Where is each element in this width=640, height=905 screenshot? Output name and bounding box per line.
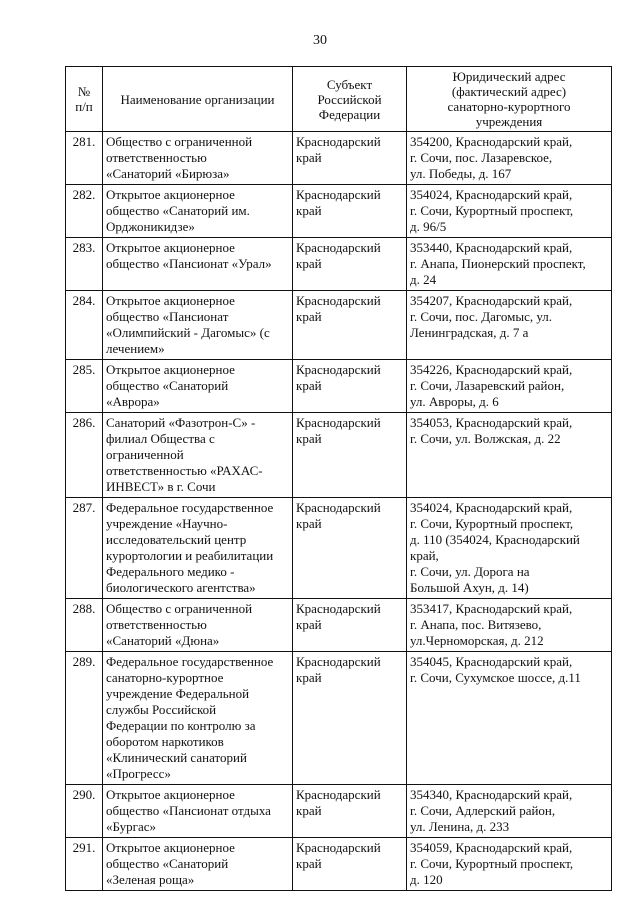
text-line: ул. Победы, д. 167 [410, 166, 512, 181]
text-line: «Санаторий «Бирюза» [106, 166, 230, 181]
organization-name [103, 413, 293, 498]
federal-subject [293, 185, 407, 238]
text-line: Санаторий «Фазотрон-С» - [106, 415, 256, 430]
text-line: «Бургас» [106, 819, 157, 834]
organization-name [103, 652, 293, 785]
legal-address [407, 185, 612, 238]
text-line: Краснодарский [296, 415, 381, 430]
text-line: «Санаторий «Дюна» [106, 633, 220, 648]
text-line: Федерального медико - [106, 564, 235, 579]
text-line: «Зеленая роща» [106, 872, 195, 887]
text-line: лечением» [106, 341, 165, 356]
row-number: 282. [66, 185, 103, 238]
text-line: Российской [317, 91, 382, 107]
text-line: 354045, Краснодарский край, [410, 654, 573, 669]
text-line: г. Сочи, ул. Волжская, д. 22 [410, 431, 561, 446]
organization-name [103, 599, 293, 652]
text-line: санаторно-курортное [106, 670, 224, 685]
header-address [407, 67, 612, 132]
organization-name [103, 238, 293, 291]
text-line: д. 24 [410, 272, 437, 287]
text-line: (фактический адрес) [451, 84, 567, 99]
text-line: Краснодарский [296, 293, 381, 308]
text-line: общество «Санаторий им. [106, 203, 250, 218]
text-line: Краснодарский [296, 134, 381, 149]
text-line: 354053, Краснодарский край, [410, 415, 573, 430]
legal-address [407, 498, 612, 599]
federal-subject [293, 838, 407, 891]
row-number: 289. [66, 652, 103, 785]
text-line: Краснодарский [296, 654, 381, 669]
text-line: «Аврора» [106, 394, 160, 409]
text-line: ограниченной [106, 447, 184, 462]
row-number: 281. [66, 132, 103, 185]
text-line: п/п [75, 99, 93, 114]
text-line: Краснодарский [296, 787, 381, 802]
text-line: «Клинический санаторий [106, 750, 247, 765]
text-line: биологического агентства» [106, 580, 256, 595]
legal-address [407, 360, 612, 413]
table-row [66, 652, 612, 785]
text-line: Ленинградская, д. 7 а [410, 325, 529, 340]
text-line: г. Сочи, Курортный проспект, [410, 856, 574, 871]
text-line: Общество с ограниченной [106, 134, 253, 149]
legal-address [407, 785, 612, 838]
text-line: Орджоникидзе» [106, 219, 195, 234]
text-line: край [296, 803, 322, 818]
legal-address [407, 599, 612, 652]
text-line: край [296, 431, 322, 446]
text-line: Общество с ограниченной [106, 601, 253, 616]
text-line: Субъект [326, 76, 373, 92]
text-line: общество «Пансионат [106, 309, 229, 324]
text-line: Федеральное государственное [106, 500, 274, 515]
text-line: ул. Ленина, д. 233 [410, 819, 510, 834]
text-line: № [77, 84, 91, 99]
text-line: ответственностью «РАХАС- [106, 463, 263, 478]
text-line: Краснодарский [296, 500, 381, 515]
text-line: г. Сочи, Сухумское шоссе, д.11 [410, 670, 581, 685]
text-line: край [296, 256, 322, 271]
text-line: учреждение Федеральной [106, 686, 250, 701]
text-line: «Олимпийский - Дагомыс» (с [106, 325, 270, 340]
federal-subject [293, 360, 407, 413]
text-line: Краснодарский [296, 840, 381, 855]
text-line: г. Сочи, Адлерский район, [410, 803, 556, 818]
text-line: службы Российской [106, 702, 217, 717]
page-number: 30 [313, 33, 327, 48]
text-line: край [296, 670, 322, 685]
header-name [103, 67, 293, 132]
table-row [66, 132, 612, 185]
text-line: учреждения [475, 114, 543, 129]
table-row [66, 785, 612, 838]
legal-address [407, 838, 612, 891]
text-line: д. 96/5 [410, 219, 447, 234]
legal-address [407, 132, 612, 185]
text-line: 354340, Краснодарский край, [410, 787, 573, 802]
organization-name [103, 132, 293, 185]
row-number: 287. [66, 498, 103, 599]
federal-subject [293, 291, 407, 360]
text-line: общество «Пансионат «Урал» [106, 256, 272, 271]
organization-name [103, 185, 293, 238]
row-number: 286. [66, 413, 103, 498]
table-row [66, 291, 612, 360]
text-line: 354024, Краснодарский край, [410, 187, 573, 202]
text-line: Краснодарский [296, 601, 381, 616]
text-line: Открытое акционерное [106, 293, 235, 308]
text-line: край, [410, 548, 439, 563]
text-line: край [296, 516, 322, 531]
text-line: Федеральное государственное [106, 654, 274, 669]
text-line: филиал Общества с [106, 431, 215, 446]
table-row [66, 498, 612, 599]
text-line: г. Сочи, ул. Дорога на [410, 564, 530, 579]
row-number: 285. [66, 360, 103, 413]
text-line: 354059, Краснодарский край, [410, 840, 573, 855]
row-number: 284. [66, 291, 103, 360]
table-row [66, 838, 612, 891]
text-line: г. Анапа, Пионерский проспект, [410, 256, 586, 271]
text-line: Федерации [318, 106, 381, 122]
legal-address [407, 291, 612, 360]
text-line: Краснодарский [296, 187, 381, 202]
text-line: Открытое акционерное [106, 240, 235, 255]
organization-name [103, 838, 293, 891]
text-line: г. Сочи, пос. Дагомыс, ул. [410, 309, 553, 324]
legal-address [407, 652, 612, 785]
text-line: Большой Ахун, д. 14) [410, 580, 529, 595]
row-number: 283. [66, 238, 103, 291]
table-row [66, 413, 612, 498]
text-line: Краснодарский [296, 240, 381, 255]
legal-address [407, 413, 612, 498]
federal-subject [293, 652, 407, 785]
text-line: исследовательский центр [106, 532, 247, 547]
text-line: ответственностью [106, 150, 207, 165]
text-line: край [296, 203, 322, 218]
text-line: оборотом наркотиков [106, 734, 224, 749]
text-line: Открытое акционерное [106, 362, 235, 377]
text-line: г. Анапа, пос. Витязево, [410, 617, 542, 632]
text-line: общество «Санаторий [106, 378, 229, 393]
text-line: 354226, Краснодарский край, [410, 362, 573, 377]
organization-name [103, 360, 293, 413]
row-number: 288. [66, 599, 103, 652]
organization-name [103, 785, 293, 838]
row-number: 290. [66, 785, 103, 838]
table-header-row [66, 67, 612, 132]
text-line: край [296, 309, 322, 324]
sanatorium-registry-table [65, 66, 612, 891]
federal-subject [293, 785, 407, 838]
text-line: Открытое акционерное [106, 840, 235, 855]
federal-subject [293, 238, 407, 291]
text-line: Краснодарский [296, 362, 381, 377]
organization-name [103, 498, 293, 599]
text-line: край [296, 150, 322, 165]
header-num [66, 67, 103, 132]
table-row [66, 185, 612, 238]
text-line: 353440, Краснодарский край, [410, 240, 573, 255]
text-line: общество «Пансионат отдыха [106, 803, 271, 818]
federal-subject [293, 132, 407, 185]
text-line: Федерации по контролю за [106, 718, 256, 733]
text-line: «Прогресс» [106, 766, 171, 781]
legal-address [407, 238, 612, 291]
text-line: край [296, 856, 322, 871]
federal-subject [293, 498, 407, 599]
text-line: курортологии и реабилитации [106, 548, 274, 563]
text-line: край [296, 378, 322, 393]
text-line: ответственностью [106, 617, 207, 632]
row-number: 291. [66, 838, 103, 891]
header-subject [293, 67, 407, 132]
text-line: г. Сочи, пос. Лазаревское, [410, 150, 553, 165]
text-line: 354024, Краснодарский край, [410, 500, 573, 515]
text-line: 354200, Краснодарский край, [410, 134, 573, 149]
text-line: д. 120 [410, 872, 443, 887]
federal-subject [293, 599, 407, 652]
text-line: край [296, 617, 322, 632]
text-line: общество «Санаторий [106, 856, 229, 871]
table-row [66, 238, 612, 291]
text-line: ул. Авроры, д. 6 [410, 394, 499, 409]
text-line: 354207, Краснодарский край, [410, 293, 573, 308]
text-line: Открытое акционерное [106, 787, 235, 802]
text-line: г. Сочи, Курортный проспект, [410, 203, 574, 218]
text-line: д. 110 (354024, Краснодарский [410, 532, 580, 547]
text-line: Открытое акционерное [106, 187, 235, 202]
text-line: учреждение «Научно- [106, 516, 228, 531]
table-row [66, 599, 612, 652]
text-line: г. Сочи, Лазаревский район, [410, 378, 565, 393]
text-line: ул.Черноморская, д. 212 [410, 633, 544, 648]
federal-subject [293, 413, 407, 498]
organization-name [103, 291, 293, 360]
text-line: 353417, Краснодарский край, [410, 601, 573, 616]
text-line: Наименование организации [120, 91, 275, 107]
text-line: г. Сочи, Курортный проспект, [410, 516, 574, 531]
text-line: санаторно-курортного [447, 99, 571, 114]
table-row [66, 360, 612, 413]
text-line: ИНВЕСТ» в г. Сочи [106, 479, 216, 494]
text-line: Юридический адрес [452, 69, 566, 84]
